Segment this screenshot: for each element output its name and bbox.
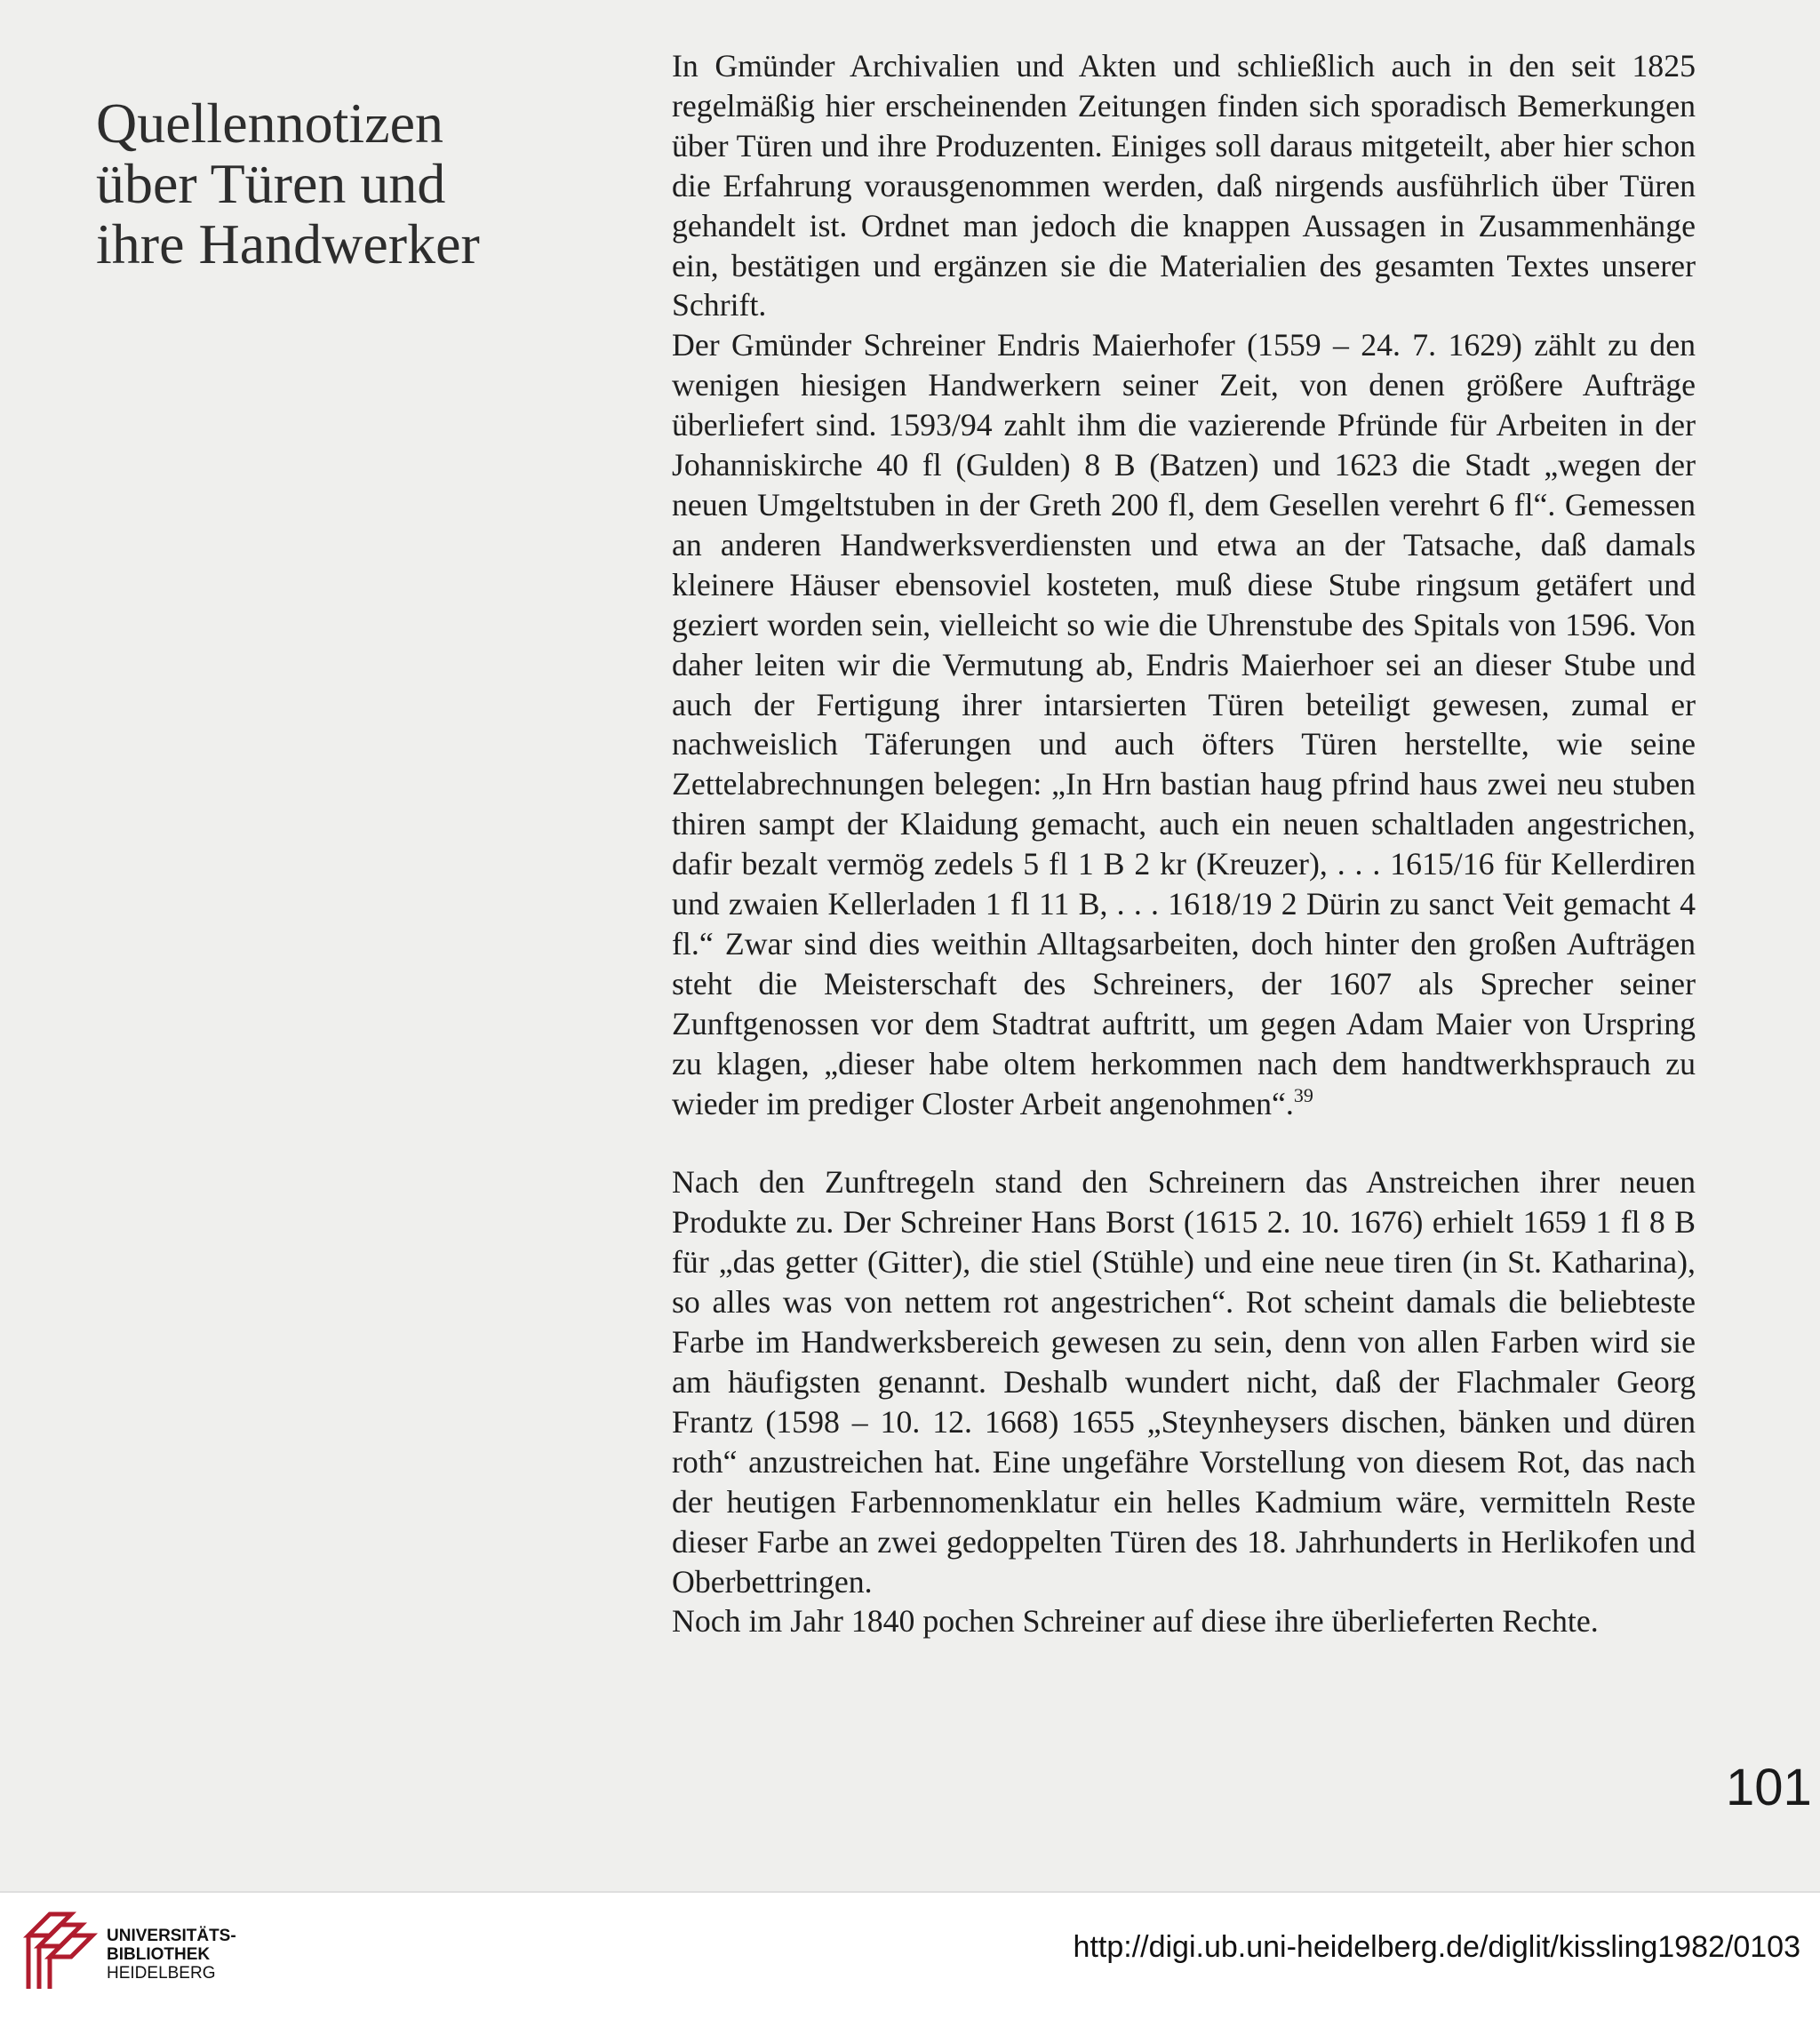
institution-line-2: BIBLIOTHEK xyxy=(107,1945,211,1964)
paragraph-3-text: Nach den Zunftregeln stand den Schreinern das Anstreichen ihrer neuen Produkte zu. Der Schreiner Hans Borst (1615 2. 10. 1676) erhielt 1659 1 fl 8 B für „das getter (Gitter), die stiel (Stühle) und eine neue tiren (in St. Katharina), so alles was von nettem rot angestrichen“. Rot scheint damals die beliebteste Farbe im Handwerksbereich gewesen zu sein, denn von allen Farben wird sie am häufigsten genannt. Deshalb wundert nicht, daß der Flachmaler Georg Frantz (1598 – 10. 12. 1668) 1655 „Steynheysers dischen, bänken und düren roth“ anzustreichen hat. Eine ungefähre Vorstellung von diesem Rot, das nach der heutigen Farbennomenklatur ein helles Kadmium wäre, vermitteln Reste dieser Farbe an zwei gedoppelten Türen des 18. Jahrhunderts in Herlikofen und Oberbettringen. xyxy=(672,1164,1696,1600)
paragraph-4-text: Noch im Jahr 1840 pochen Schreiner auf diese ihre überlieferten Rechte. xyxy=(672,1603,1599,1640)
paragraph-3 xyxy=(672,1162,1696,1601)
section-title xyxy=(96,93,647,275)
section-title-line-3: ihre Handwerker xyxy=(96,211,480,275)
paragraph-1-text: In Gmünder Archivalien und Akten und schließlich auch in den seit 1825 regelmäßig hier erscheinenden Zeitungen finden sich sporadisch Bemerkungen über Türen und ihre Produzenten. Einiges soll daraus mitgeteilt, aber hier schon die Erfahrung vorausgenommen werden, daß nirgends ausführlich über Türen gehandelt ist. Ordnet man jedoch die knappen Aussagen in Zusammenhänge ein, bestätigen und ergänzen sie die Materialien des gesamten Textes unserer Schrift. xyxy=(672,48,1696,323)
section-title-line-1: Quellennotizen xyxy=(96,91,443,155)
paragraph-1 xyxy=(672,46,1696,325)
ub-heidelberg-logo-icon[interactable] xyxy=(20,1909,105,1994)
source-url-link[interactable]: http://digi.ub.uni-heidelberg.de/diglit/kissling1982/0103 xyxy=(1073,1930,1800,1964)
institution-name[interactable] xyxy=(107,1927,236,1983)
footnote-marker[interactable]: 39 xyxy=(1293,1083,1313,1106)
footer-divider xyxy=(0,1891,1820,1893)
paragraph-2 xyxy=(672,325,1696,1123)
paragraph-4 xyxy=(672,1601,1696,1641)
footer-bar xyxy=(0,1891,1820,2019)
institution-line-1: UNIVERSITÄTS- xyxy=(107,1927,236,1945)
body-text xyxy=(672,46,1696,1641)
institution-line-3: HEIDELBERG xyxy=(107,1964,216,1983)
section-title-line-2: über Türen und xyxy=(96,151,446,215)
paragraph-2-text: Der Gmünder Schreiner Endris Maierhofer (1559 – 24. 7. 1629) zählt zu den wenigen hiesigen Handwerkern seiner Zeit, von denen größere Aufträge überliefert sind. 1593/94 zahlt ihm die vazierende Pfründe für Arbeiten in der Johanniskirche 40 fl (Gulden) 8 B (Batzen) und 1623 die Stadt „wegen der neuen Umgeltstuben in der Greth 200 fl, dem Gesellen verehrt 6 fl“. Gemessen an anderen Handwerksverdiensten und etwa an der Tatsache, daß damals kleinere Häuser ebensoviel kosteten, muß diese Stube ringsum getäfert und geziert worden sein, vielleicht so wie die Uhrenstube des Spitals von 1596. Von daher leiten wir die Vermutung ab, Endris Maierhoer sei an dieser Stube und auch der Fertigung ihrer intarsierten Türen beteiligt gewesen, zumal er nachweislich Täferungen und auch öfters Türen herstellte, wie seine Zettelabrechnungen belegen: „In Hrn bastian haug pfrind haus zwei neu stuben thiren sampt der Klaidung gemacht, auch ein neuen schaltladen angestrichen, dafir bezalt vermög zedels 5 fl 1 B 2 kr (Kreuzer), . . . 1615/16 für Kellerdiren und zwaien Kellerladen 1 fl 11 B, . . . 1618/19 2 Dürin zu sanct Veit gemacht 4 fl.“ Zwar sind dies weithin Alltagsarbeiten, doch hinter den großen Aufträgen steht die Meisterschaft des Schreiners, der 1607 als Sprecher seiner Zunftgenossen vor dem Stadtrat auftritt, um gegen Adam Maier von Urspring zu klagen, „dieser habe oltem herkommen nach dem handtwerkhsprauch zu wieder im prediger Closter Arbeit angenohmen“. xyxy=(672,327,1696,1121)
page-number: 101 xyxy=(1726,1759,1812,1816)
